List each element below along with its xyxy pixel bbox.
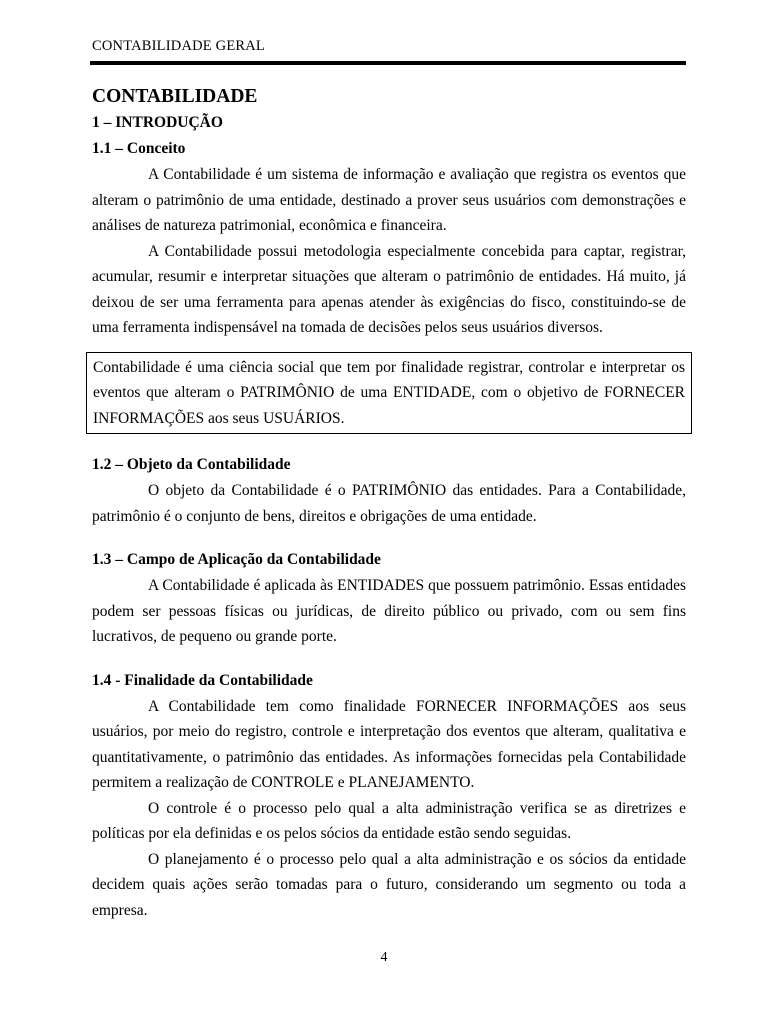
- definition-text: Contabilidade é uma ciência social que tem por finalidade registrar, controlar e interpretar os eventos que alteram o PATRIMÔNIO de uma ENTIDADE, com o objetivo de FORNECER INFORMAÇÕES aos seus USUÁRIOS.: [93, 358, 685, 427]
- paragraph: A Contabilidade é aplicada às ENTIDADES que possuem patrimônio. Essas entidades podem ser pessoas físicas ou jurídicas, de direito público ou privado, com ou sem fins lucrativos, de pequeno ou grande porte.: [92, 577, 686, 645]
- section-heading-1-2: 1.2 – Objeto da Contabilidade: [92, 456, 291, 473]
- spacer: [92, 529, 686, 547]
- paragraph: O objeto da Contabilidade é o PATRIMÔNIO das entidades. Para a Contabilidade, patrimônio é o conjunto de bens, direitos e obrigações de uma entidade.: [92, 482, 686, 525]
- page-content: [92, 84, 686, 923]
- spacer: [92, 434, 686, 452]
- paragraph: O controle é o processo pelo qual a alta administração verifica se as diretrizes e políticas por ela definidas e os pelos sócios da entidade estão sendo seguidas.: [92, 799, 686, 842]
- section-heading-1-1: 1.1 – Conceito: [92, 140, 186, 157]
- paragraph: O planejamento é o processo pelo qual a alta administração e os sócios da entidade decidem quais ações serão tomadas para o futuro, considerando um segmento ou toda a empresa.: [92, 850, 686, 919]
- paragraph: A Contabilidade possui metodologia especialmente concebida para captar, registrar, acumular, resumir e interpretar situações que alteram o patrimônio de entidades. Há muito, já deixou de ser uma ferramenta para apenas atender às exigências do fisco, constituindo-se de uma ferramenta indispensável na tomada de decisões pelos seus usuários diversos.: [92, 242, 686, 336]
- chapter-title: 1 – INTRODUÇÃO: [92, 114, 223, 131]
- page-number: 4: [380, 950, 388, 965]
- definition-box: [86, 352, 692, 435]
- header-rule: [90, 61, 686, 65]
- paragraph: A Contabilidade é um sistema de informação e avaliação que registra os eventos que alteram o patrimônio de uma entidade, destinado a prover seus usuários com demonstrações e análises de natureza patrimonial, econômica e financeira.: [92, 166, 686, 234]
- section-heading-1-3: 1.3 – Campo de Aplicação da Contabilidade: [92, 551, 381, 568]
- running-header: CONTABILIDADE GERAL: [92, 38, 265, 54]
- spacer: [92, 650, 686, 668]
- main-title: CONTABILIDADE: [92, 86, 258, 107]
- paragraph: A Contabilidade tem como finalidade FORNECER INFORMAÇÕES aos seus usuários, por meio do registro, controle e interpretação dos eventos que alteram, qualitativa e quantitativamente, o patrimônio das entidades. As informações fornecidas pela Contabilidade permitem a realização de CONTROLE e PLANEJAMENTO.: [92, 697, 686, 791]
- section-heading-1-4: 1.4 - Finalidade da Contabilidade: [92, 671, 313, 689]
